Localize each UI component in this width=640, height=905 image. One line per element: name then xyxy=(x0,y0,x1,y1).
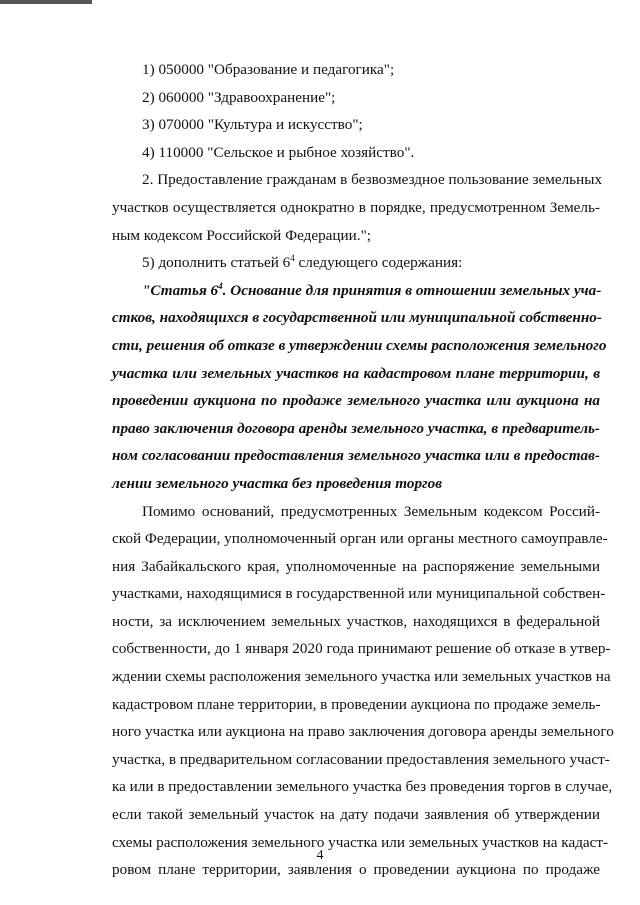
article-heading-line: сти, решения об отказе в утверждении схемы расположения земельного xyxy=(112,336,607,354)
body-line: ния Забайкальского края, уполномоченные на распоряжение земельными xyxy=(112,557,600,575)
body-line: кадастровом плане территории, в проведении аукциона по продаже земель- xyxy=(112,695,601,713)
article-heading-line: проведении аукциона по продаже земельного участка или аукциона на xyxy=(112,392,600,410)
document-page xyxy=(112,56,614,884)
body-line: схемы расположения земельного участка или земельных участков на кадаст- xyxy=(112,833,609,851)
article-heading-line: право заключения договора аренды земельного участка, в предваритель- xyxy=(112,419,600,437)
article-heading-line xyxy=(112,277,600,305)
item-5-text: 5) дополнить статьей 6 xyxy=(142,254,291,272)
article-heading-line: лении земельного участка без проведения торгов xyxy=(112,474,443,492)
body-line: собственности, до 1 января 2020 года принимают решение об отказе в утвер- xyxy=(112,640,611,658)
body-line: ской Федерации, уполномоченный орган или органы местного самоуправле- xyxy=(112,530,608,548)
paragraph-line: 2. Предоставление гражданам в безвозмездное пользование земельных xyxy=(142,171,603,189)
item-5-superscript: 4 xyxy=(290,253,295,264)
body-line: участка, в предварительном согласовании предоставления земельного участ- xyxy=(112,750,610,768)
item-5-text-tail: следующего содержания: xyxy=(294,254,463,272)
item-5 xyxy=(112,249,600,277)
paragraph-line: участков осуществляется однократно в порядке, предусмотренном Земель- xyxy=(112,198,600,216)
page-number: 4 xyxy=(316,848,324,863)
list-item: 4) 110000 "Сельское и рыбное хозяйство". xyxy=(142,143,415,161)
body-line: участками, находящимися в государственной или муниципальной собствен- xyxy=(112,585,606,603)
article-superscript: 4 xyxy=(218,280,223,291)
body-line: ного участка или аукциона на право заключения договора аренды земельного xyxy=(112,723,614,741)
list-item: 1) 050000 "Образование и педагогика"; xyxy=(142,61,395,78)
article-heading-start: "Статья 6 xyxy=(142,281,219,299)
article-heading-line: ном согласовании предоставления земельного участка или в предостав- xyxy=(112,447,600,465)
body-line: ждении схемы расположения земельного участка или земельных участков на xyxy=(112,668,611,686)
list-item: 3) 070000 "Культура и искусство"; xyxy=(142,116,363,134)
body-line: Помимо оснований, предусмотренных Земельным кодексом Россий- xyxy=(142,502,600,520)
body-line: ности, за исключением земельных участков, находящихся в федеральной xyxy=(112,612,600,630)
article-heading-rest: . Основание для принятия в отношении земельных уча- xyxy=(222,281,602,299)
list-item: 2) 060000 "Здравоохранение"; xyxy=(142,88,336,106)
body-line: если такой земельный участок на дату подачи заявления об утверждении xyxy=(112,806,600,824)
paragraph-line: ным кодексом Российской Федерации."; xyxy=(112,226,372,244)
body-line: ка или в предоставлении земельного участка без проведения торгов в случае, xyxy=(112,778,613,796)
top-rule xyxy=(0,0,92,4)
article-heading-line: стков, находящихся в государственной или муниципальной собственно- xyxy=(112,309,602,327)
article-heading-line: участка или земельных участков на кадастровом плане территории, в xyxy=(112,364,600,382)
body-line: ровом плане территории, заявления о проведении аукциона по продаже xyxy=(112,861,600,879)
